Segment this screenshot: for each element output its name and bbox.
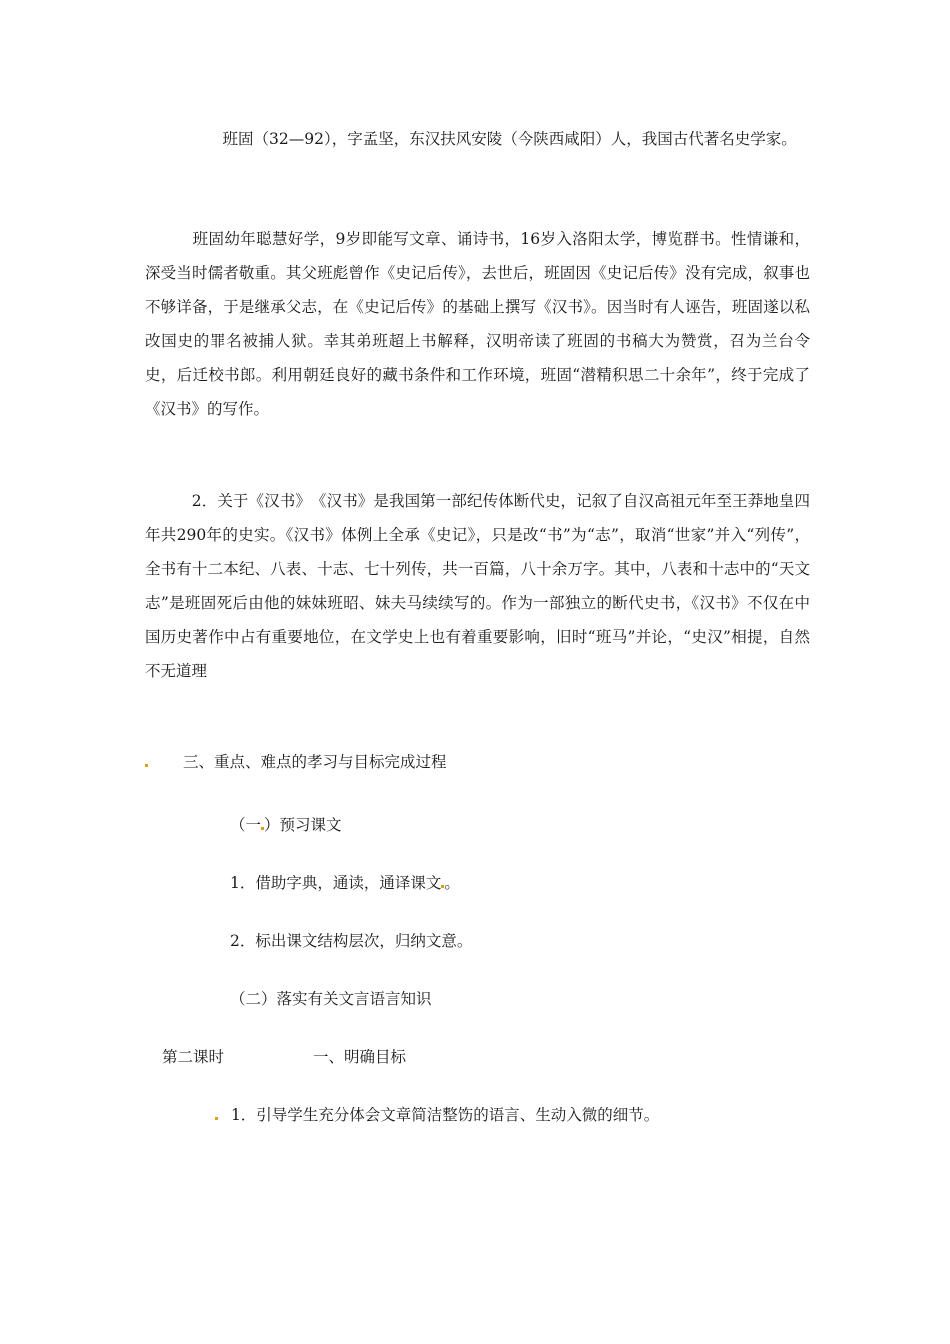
- goal-item-1: [215, 1105, 659, 1125]
- subsection-preview-part-b: ）预习课文: [264, 816, 342, 834]
- goals-heading: 一、明确目标: [313, 1048, 407, 1066]
- list-item-1-text: 1．借助字典，通读，通译课文: [230, 874, 442, 892]
- goal-item-1-text: 1．引导学生充分体会文章简洁整饬的语言、生动入微的细节。: [230, 1106, 660, 1124]
- marker-dot: [215, 1117, 218, 1120]
- paragraph-about-hanshu: 2．关于《汉书》 《汉书》是我国第一部纪传体断代史，记叙了自汉高祖元年至王莽地皇四年共290年的史实。《汉书》体例上全承《史记》，只是改“书”为“志”，取消“世家”并入“列传”，全书有十二本纪、八表、十志、七十列传，共一百篇，八十余万字。其中，八表和十志中的“天文志”是班固死后由他的妹妹班昭、妹夫马续续写的。作为一部独立的断代史书，《汉书》不仅在中国历史著作中占有重要地位，在文学史上也有着重要影响，旧时“班马”并论，“史汉”相提，自然不无道理: [145, 492, 810, 680]
- paragraph-bangu-biography: 班固幼年聪慧好学，9岁即能写文章、诵诗书，16岁入洛阳太学，博览群书。性情谦和，深受当时儒者敬重。其父班彪曾作《史记后传》，去世后，班固因《史记后传》没有完成，叙事也不够详备，于是继承父志，在《史记后传》的基础上撰写《汉书》。因当时有人诬告，班固遂以私改国史的罪名被捕人狱。幸其弟班超上书解释，汉明帝读了班固的书稿大为赞赏，召为兰台令史，后迁校书郎。利用朝廷良好的藏书条件和工作环境，班固“潜精积思二十余年”，终于完成了《汉书》的写作。: [145, 230, 810, 418]
- lesson-2-label: 第二课时: [162, 1048, 225, 1066]
- paragraph-bangu-intro: 班固（32—92），字孟坚，东汉扶风安陵（今陕西咸阳）人，我国古代著名史学家。: [145, 130, 797, 148]
- section-3-title: 三、重点、难点的孝习与目标完成过程: [182, 753, 447, 771]
- subsection-preview-part-a: （一: [230, 816, 262, 834]
- marker-dot: [145, 764, 148, 767]
- section-3-heading: [145, 752, 446, 772]
- list-item-1: [230, 873, 460, 893]
- subsection-language-heading: （二）落实有关文言语言知识: [230, 990, 432, 1008]
- subsection-preview-heading: [230, 815, 342, 835]
- list-item-2: 2．标出课文结构层次，归纳文意。: [230, 932, 473, 950]
- list-item-1-end: 。: [444, 874, 460, 892]
